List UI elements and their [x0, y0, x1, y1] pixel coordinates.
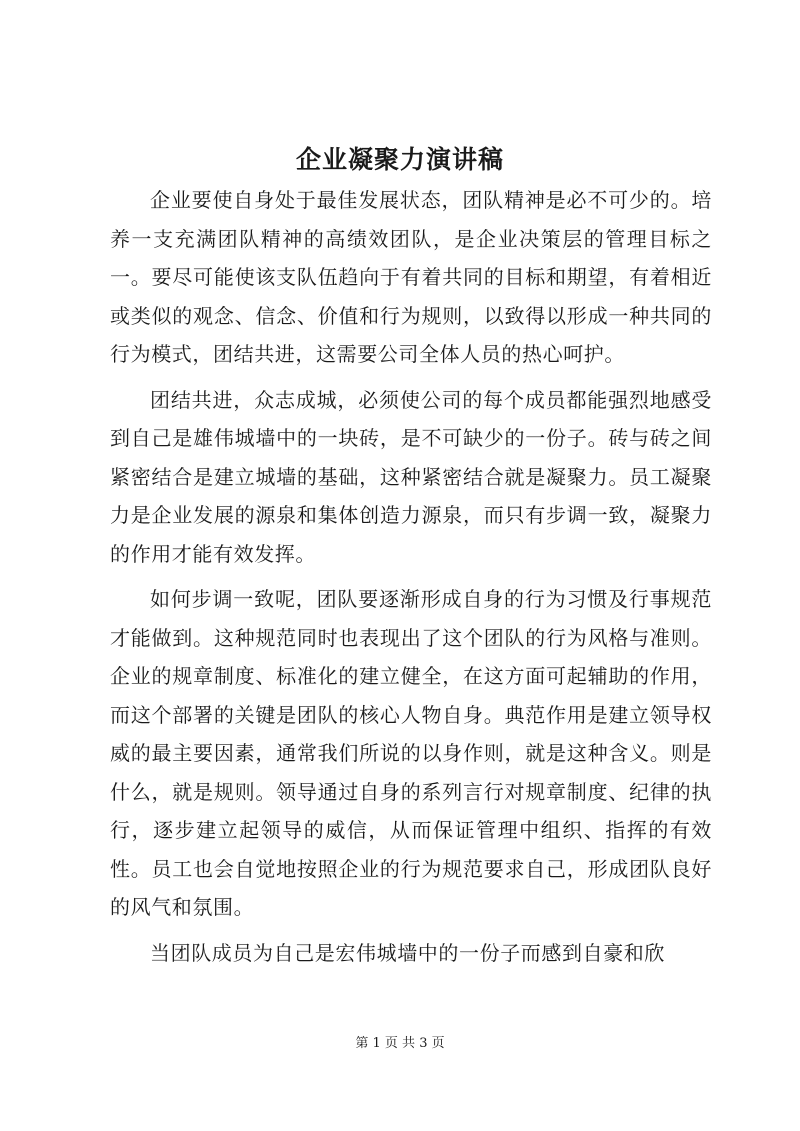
document-title: 企业凝聚力演讲稿	[295, 145, 504, 174]
paragraph-3: 如何步调一致呢，团队要逐渐形成自身的行为习惯及行事规范才能做到。这种规范同时也表现出了这个团队的行为风格与准则。企业的规章制度、标准化的建立健全，在这方面可起辅助的作用，而这个部署的关键是团队的核心人物自身。典范作用是建立领导权威的最主要因素，通常我们所说的以身作则，就是这种含义。则是什么，就是规则。领导通过自身的系列言行对规章制度、纪律的执行，逐步建立起领导的威信，从而保证管理中组织、指挥的有效性。员工也会自觉地按照企业的行为规范要求自己，形成团队良好的风气和氛围。	[110, 587, 712, 919]
paragraph-4: 当团队成员为自己是宏伟城墙中的一份子而感到自豪和欣	[150, 940, 665, 965]
document-body	[110, 181, 712, 979]
page-number-footer: 第 1 页 共 3 页	[355, 1036, 445, 1051]
paragraph-2: 团结共进，众志成城，必须使公司的每个成员都能强烈地感受到自己是雄伟城墙中的一块砖，是不可缺少的一份子。砖与砖之间紧密结合是建立城墙的基础，这种紧密结合就是凝聚力。员工凝聚力是企业发展的源泉和集体创造力源泉，而只有步调一致，凝聚力的作用才能有效发挥。	[110, 387, 712, 566]
paragraph-1: 企业要使自身处于最佳发展状态，团队精神是必不可少的。培养一支充满团队精神的高绩效团队，是企业决策层的管理目标之一。要尽可能使该支队伍趋向于有着共同的目标和期望，有着相近或类似的观念、信念、价值和行为规则，以致得以形成一种共同的行为模式，团结共进，这需要公司全体人员的热心呵护。	[110, 188, 712, 366]
